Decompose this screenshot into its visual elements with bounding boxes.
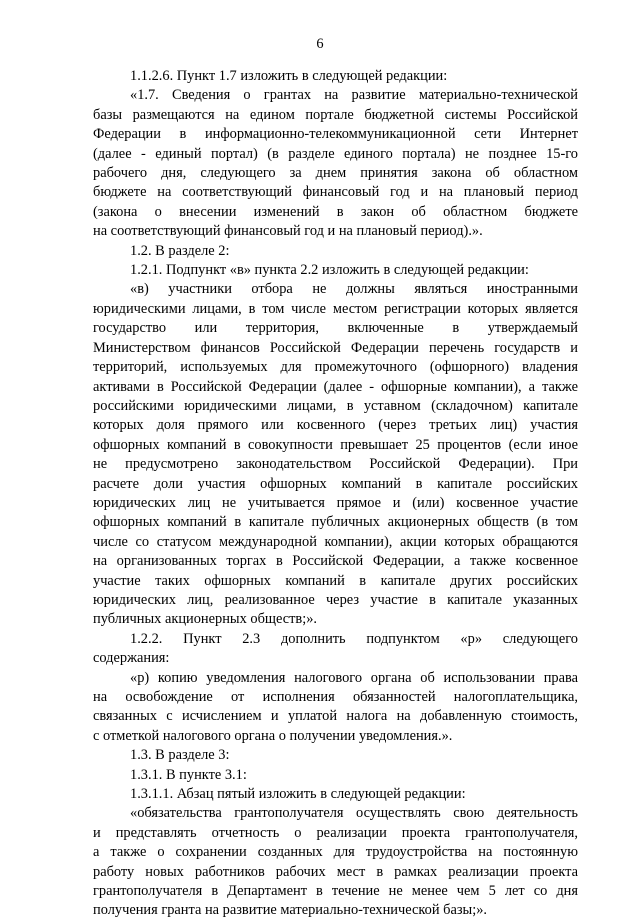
text-line: работу новых работников рабочих мест в рамках реализации проекта <box>93 863 578 880</box>
text-line: содержания: <box>93 650 170 667</box>
text-line: (закона о внесении изменений в закон об областном бюджете <box>93 203 578 220</box>
text-line: 1.3.1.1. Абзац пятый изложить в следующей редакции: <box>130 786 466 803</box>
text-line: Федерации в информационно-телекоммуникационной сети Интернет <box>93 126 578 143</box>
text-line: 1.3.1. В пункте 3.1: <box>130 766 247 783</box>
text-line: юридических лиц не учитывается прямое и (или) косвенное участие <box>93 494 578 511</box>
text-line: не предусмотрено законодательством Российской Федерации). При <box>93 456 578 473</box>
text-line: «1.7. Сведения о грантах на развитие материально-технической <box>130 87 578 104</box>
text-line: 1.3. В разделе 3: <box>130 747 230 764</box>
text-line: юридических лиц, реализованное через участие в капитале указанных <box>93 591 578 608</box>
text-line: которых доля прямого или косвенного (через третьих лиц) участия <box>93 417 578 434</box>
text-line: расчете доли участия офшорных компаний в капитале российских <box>93 475 578 492</box>
text-line: государство или территория, включенные в утверждаемый <box>93 320 578 337</box>
page-number: 6 <box>316 36 324 52</box>
text-line: территорий, используемых для промежуточного (офшорного) владения <box>93 359 578 376</box>
text-line: юридическими лицами, в том числе местом регистрации которых является <box>93 300 578 317</box>
text-line: связанных с исчислением и уплатой налога на добавленную стоимость, <box>93 708 578 725</box>
document-body <box>93 67 578 921</box>
text-line: «обязательства грантополучателя осуществлять свою деятельность <box>130 805 578 822</box>
text-line: (далее - единый портал) (в разделе единого портала) не позднее 15-го <box>93 145 578 162</box>
text-line: базы размещаются на едином портале бюджетной системы Российской <box>93 106 578 123</box>
text-line: 1.2.1. Подпункт «в» пункта 2.2 изложить в следующей редакции: <box>130 262 529 279</box>
text-line: публичных акционерных обществ;». <box>93 611 317 628</box>
text-line: числе со статусом международной компании), акции которых обращаются <box>93 533 578 550</box>
text-line: активами в Российской Федерации (далее - офшорные компании), а также <box>93 378 578 395</box>
text-line: рабочего дня, следующего за днем принятия закона об областном <box>93 165 578 182</box>
text-line: 1.1.2.6. Пункт 1.7 изложить в следующей редакции: <box>130 68 448 84</box>
text-line: а также о сохранении созданных для трудоустройства на постоянную <box>93 844 578 861</box>
text-line: офшорных компаний в совокупности превышает 25 процентов (если иное <box>93 436 578 453</box>
text-line: и представлять отчетность о реализации проекта грантополучателя, <box>93 824 578 841</box>
text-line: «в) участники отбора не должны являться иностранными <box>130 281 578 298</box>
text-line: получения гранта на развитие материально-технической базы;». <box>93 902 487 919</box>
text-line: 1.2. В разделе 2: <box>130 242 230 259</box>
text-line: Министерством финансов Российской Федерации перечень государств и <box>93 339 578 356</box>
text-line: российскими юридическими лицами, в уставном (складочном) капитале <box>93 397 578 414</box>
text-line: на организованных торгах в Российской Федерации, а также косвенное <box>93 553 578 570</box>
text-line: офшорных компаний в капитале публичных акционерных обществ (в том <box>93 514 578 531</box>
text-line: с отметкой налогового органа о получении уведомления.». <box>93 727 453 744</box>
text-line: на соответствующий финансовый год и на плановый период).». <box>93 223 483 240</box>
text-line: 1.2.2. Пункт 2.3 дополнить подпунктом «р» следующего <box>130 630 578 647</box>
text-line: «р) копию уведомления налогового органа об использовании права <box>130 669 578 686</box>
text-line: бюджете на соответствующий финансовый год и на плановый период <box>93 184 578 201</box>
text-line: грантополучателя в Департамент в течение не менее чем 5 лет со дня <box>93 883 578 900</box>
text-line: участие таких офшорных компаний в капитале других российских <box>93 572 578 589</box>
text-line: на освобождение от исполнения обязанностей налогоплательщика, <box>93 689 578 705</box>
